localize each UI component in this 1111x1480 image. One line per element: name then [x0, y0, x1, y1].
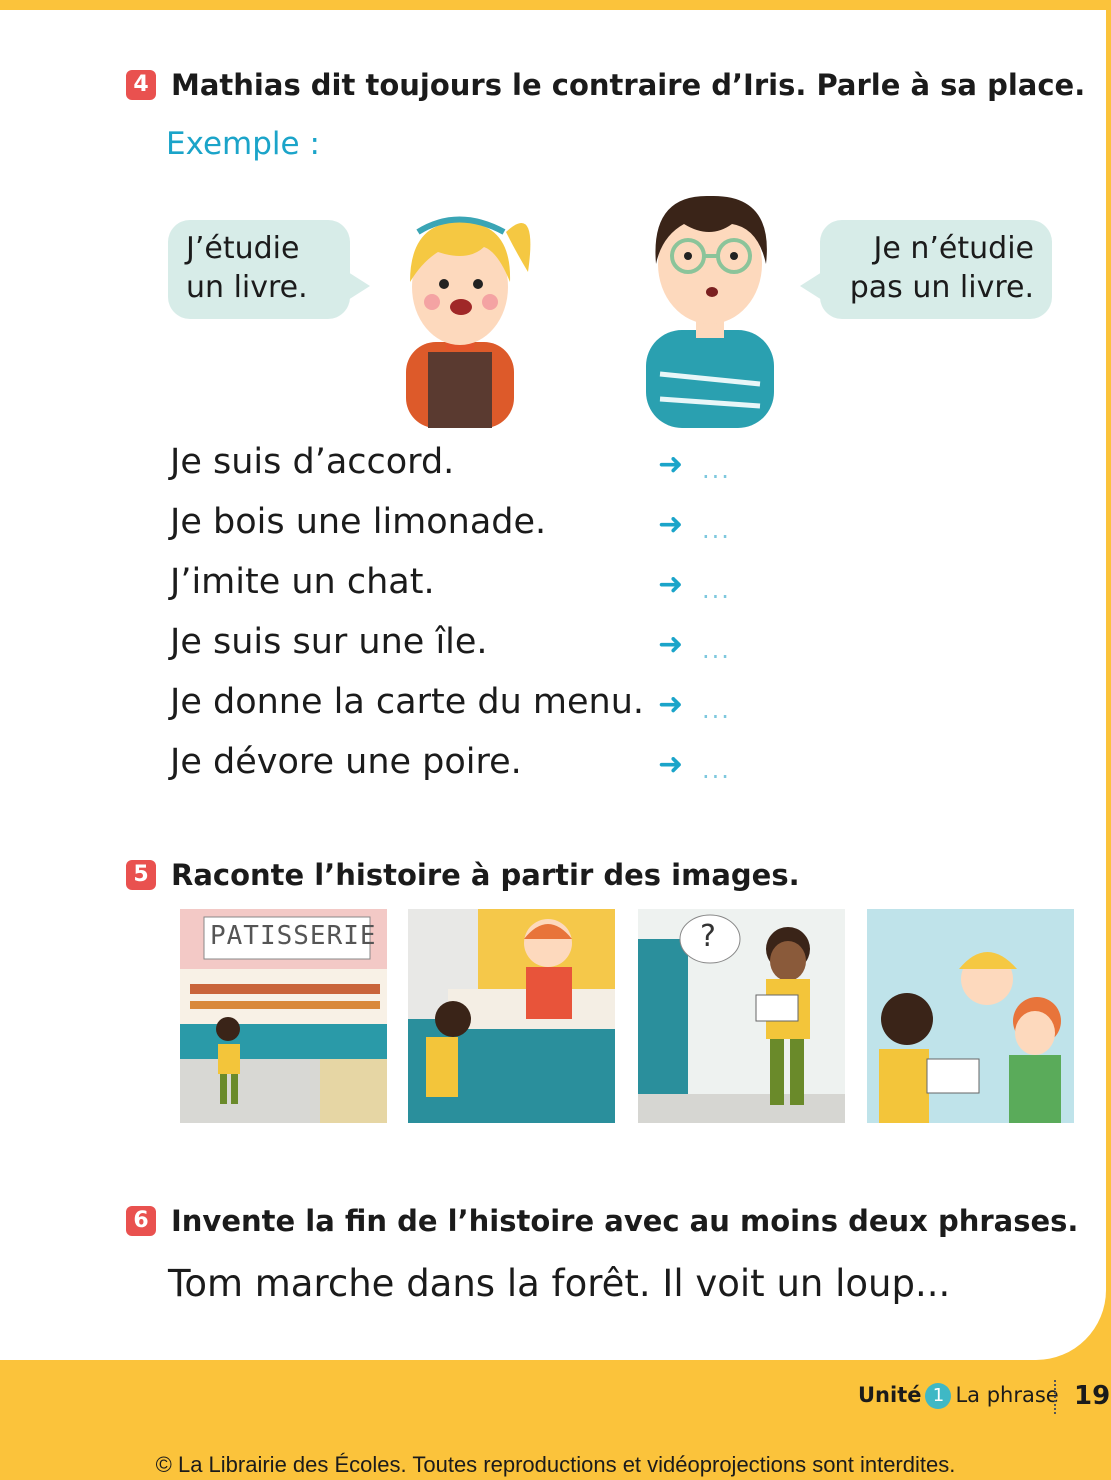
- exercise-4-badge: 4: [126, 70, 156, 100]
- footer-divider: [1054, 1380, 1056, 1414]
- exemple-label: Exemple :: [166, 126, 320, 162]
- iris-illustration: [388, 192, 538, 428]
- story-image-3: [638, 909, 845, 1123]
- answer-blank: ...: [702, 456, 731, 484]
- exercise-5-badge: 5: [126, 860, 156, 890]
- arrow-icon: ➜: [658, 627, 684, 662]
- sentence-4: Je suis sur une île.: [170, 622, 488, 662]
- shop-sign: PATISSERIE: [210, 921, 377, 951]
- sentence-1: Je suis d’accord.: [170, 442, 455, 482]
- mathias-illustration: [640, 184, 780, 428]
- question-mark-icon: ?: [700, 919, 716, 954]
- story-image-2: [408, 909, 615, 1123]
- exercise-6-instruction: Invente la fin de l’histoire avec au moins deux phrases.: [171, 1204, 1079, 1238]
- story-image-4: [867, 909, 1074, 1123]
- answer-blank: ...: [702, 516, 731, 544]
- mathias-bubble-line-2: pas un livre.: [849, 270, 1034, 305]
- unit-title: La phrase: [955, 1383, 1059, 1407]
- answer-blank: ...: [702, 696, 731, 724]
- story-image-1: [180, 909, 387, 1123]
- arrow-icon: ➜: [658, 567, 684, 602]
- sentence-6: Je dévore une poire.: [170, 742, 522, 782]
- iris-bubble-line-1: J’étudie: [186, 231, 300, 266]
- arrow-icon: ➜: [658, 687, 684, 722]
- exercise-5-instruction: Raconte l’histoire à partir des images.: [171, 858, 800, 892]
- unit-label: [858, 1383, 1059, 1409]
- arrow-icon: ➜: [658, 507, 684, 542]
- exercise-6-badge: 6: [126, 1206, 156, 1236]
- arrow-icon: ➜: [658, 447, 684, 482]
- iris-speech-bubble: [168, 220, 350, 319]
- sentence-2: Je bois une limonade.: [170, 502, 547, 542]
- mathias-bubble-line-1: Je n’étudie: [873, 231, 1034, 266]
- sentence-3: J’imite un chat.: [170, 562, 435, 602]
- story-prompt: Tom marche dans la forêt. Il voit un loup...: [168, 1262, 951, 1305]
- page-number: 19: [1074, 1381, 1111, 1411]
- copyright-notice: © La Librairie des Écoles. Toutes reproductions et vidéoprojections sont interdites.: [155, 1452, 956, 1477]
- answer-blank: ...: [702, 576, 731, 604]
- sentence-5: Je donne la carte du menu.: [170, 682, 645, 722]
- mathias-speech-bubble: [820, 220, 1052, 319]
- answer-blank: ...: [702, 756, 731, 784]
- exercise-4-instruction: Mathias dit toujours le contraire d’Iris. Parle à sa place.: [171, 68, 1086, 102]
- answer-blank: ...: [702, 636, 731, 664]
- iris-bubble-line-2: un livre.: [186, 270, 308, 305]
- arrow-icon: ➜: [658, 747, 684, 782]
- unit-word: Unité: [858, 1383, 922, 1407]
- unit-number: 1: [925, 1383, 951, 1409]
